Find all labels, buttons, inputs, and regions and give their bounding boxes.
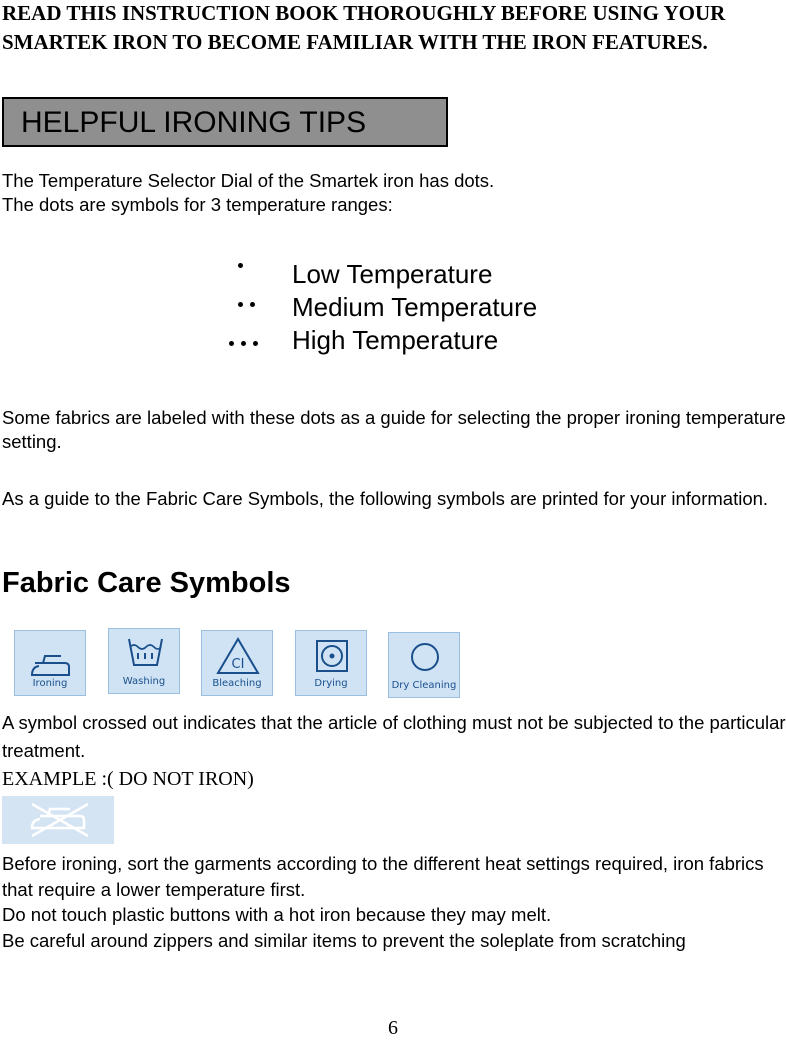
bleaching-symbol (201, 630, 273, 696)
temperature-low-row (226, 258, 626, 290)
temperature-medium-label: Medium Temperature (292, 292, 538, 322)
ironing-symbol-label: Ironing (32, 678, 68, 689)
dry-cleaning-symbol (388, 632, 460, 698)
ironing-tip: Be careful around zippers and similar items to prevent the soleplate from scratching (2, 929, 686, 951)
temperature-high-row (226, 324, 626, 356)
ironing-tip: Before ironing, sort the garments according to the different heat settings required, iron fabrics that require a lower temperature first. (2, 853, 764, 900)
drying-symbol (295, 630, 367, 696)
helpful-tips-banner (2, 97, 448, 147)
ironing-symbol (14, 630, 86, 696)
one-dot-icon (226, 258, 276, 290)
fabric-care-symbols-heading: Fabric Care Symbols (2, 567, 291, 599)
crossed-symbol-note: A symbol crossed out indicates that the article of clothing must not be subjected to the particular treatment. (2, 712, 786, 761)
care-symbols-guide-note: As a guide to the Fabric Care Symbols, the following symbols are printed for your information. (2, 488, 769, 509)
three-dots-icon (226, 324, 276, 356)
temperature-low-label: Low Temperature (292, 259, 493, 289)
temperature-intro-line-2: The dots are symbols for 3 temperature ranges: (2, 194, 393, 215)
svg-text:CI: CI (231, 657, 245, 672)
bleaching-symbol-label: Bleaching (212, 678, 262, 689)
ironing-tips-list (2, 851, 786, 953)
temperature-intro-line-1: The Temperature Selector Dial of the Smartek iron has dots. (2, 170, 495, 191)
fabric-label-note: Some fabrics are labeled with these dots as a guide for selecting the proper ironing temperature setting. (2, 407, 786, 452)
helpful-tips-title: HELPFUL IRONING TIPS (21, 106, 367, 139)
ironing-tip: Do not touch plastic buttons with a hot iron because they may melt. (2, 904, 552, 925)
do-not-iron-icon (2, 796, 114, 844)
page-number: 6 (388, 1017, 398, 1039)
example-label: EXAMPLE :( DO NOT IRON) (2, 768, 254, 790)
temperature-medium-row (226, 291, 626, 323)
temperature-intro (2, 169, 786, 217)
temperature-high-label: High Temperature (292, 325, 499, 355)
dry-cleaning-symbol-label: Dry Cleaning (391, 680, 457, 691)
two-dots-icon (226, 291, 276, 323)
drying-symbol-label: Drying (314, 678, 348, 689)
washing-symbol (108, 628, 180, 694)
washing-symbol-label: Washing (122, 676, 166, 687)
instruction-intro: READ THIS INSTRUCTION BOOK THOROUGHLY BEFORE USING YOUR SMARTEK IRON TO BECOME FAMILIAR WITH THE IRON FEATURES. (2, 1, 726, 54)
